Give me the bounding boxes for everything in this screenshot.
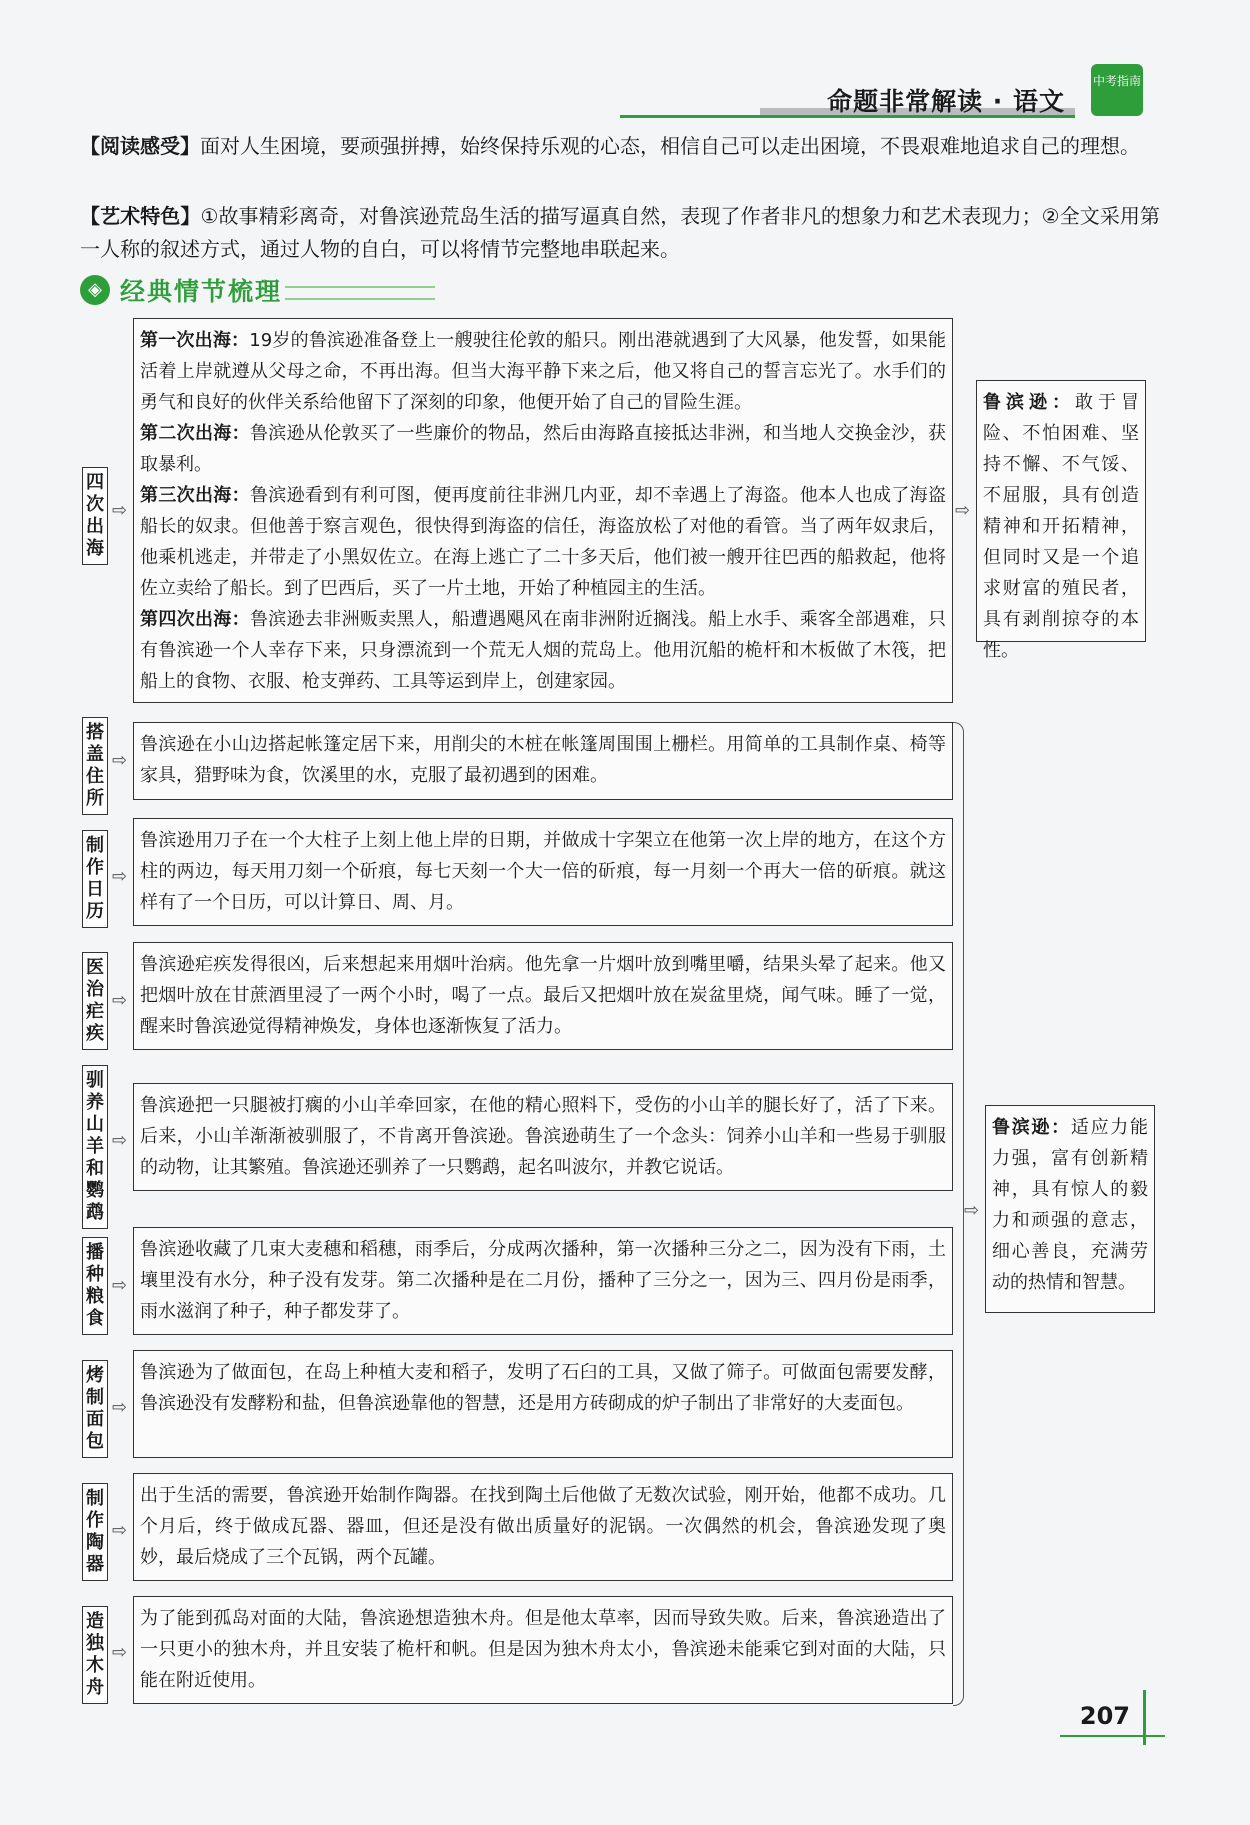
voyage-1: 第一次出海：19岁的鲁滨逊准备登上一艘驶往伦敦的船只。刚出港就遇到了大风暴，他发誓，如果能活着上岸就遵从父母之命，不再出海。但当大海平静下来之后，他又将自己的誓言忘光了。水手们的勇气和良好的伙伴关系给他留下了深刻的印象，他便开始了自己的冒险生涯。 (140, 330, 947, 413)
header-title: 命题非常解读 · 语文 (827, 87, 1065, 116)
voyage-2: 第二次出海：鲁滨逊从伦敦买了一些廉价的物品，然后由海路直接抵达非洲，和当地人交换金沙，获取暴利。 (140, 423, 946, 475)
plot-box-calendar: 鲁滨逊用刀子在一个大柱子上刻上他上岸的日期，并做成十字架立在他第一次上岸的地方，在这个方柱的两边，每天用刀刻一个斫痕，每七天刻一个大一倍的斫痕，每一月刻一个再大一倍的斫痕。就这样有了一个日历，可以计算日、周、月。 (133, 818, 953, 926)
arrow-icon: ⇨ (112, 750, 128, 771)
section-title: 经典情节梳理 (120, 277, 283, 306)
reading-feeling-tag: 【阅读感受】 (80, 134, 200, 158)
plot-label-sowing: 播种粮食 (82, 1237, 108, 1335)
voyage-4: 第四次出海：鲁滨逊去非洲贩卖黑人，船遭遇飓风在南非洲附近搁浅。船上水手、乘客全部遇难，只有鲁滨逊一个人幸存下来，只身漂流到一个荒无人烟的荒岛上。他用沉船的桅杆和木板做了木筏，把船上的食物、衣服、枪支弹药、工具等运到岸上，创建家园。 (140, 609, 946, 692)
plot-label-calendar: 制作日历 (82, 830, 108, 928)
arrow-icon: ⇨ (112, 1275, 128, 1296)
reading-feeling-paragraph (80, 130, 1160, 163)
page-number: 207 (1079, 1702, 1130, 1730)
plot-box-canoe: 为了能到孤岛对面的大陆，鲁滨逊想造独木舟。但是他太草率，因而导致失败。后来，鲁滨逊造出了一只更小的独木舟，并且安装了桅杆和帆。但是因为独木舟太小，鲁滨逊未能乘它到对面的大陆，只能在附近使用。 (133, 1596, 953, 1704)
arrow-icon: ⇨ (112, 1397, 128, 1418)
plot-label-bread: 烤制面包 (82, 1360, 108, 1458)
plot-box-shelter: 鲁滨逊在小山边搭起帐篷定居下来，用削尖的木桩在帐篷周围围上栅栏。用简单的工具制作桌、椅等家具，猎野味为食，饮溪里的水，克服了最初遇到的困难。 (133, 722, 953, 800)
arrow-icon: ⇨ (112, 866, 128, 887)
summary-box-survivor: 鲁滨逊：适应力能力强，富有创新精神，具有惊人的毅力和顽强的意志，细心善良，充满劳动的热情和智慧。 (985, 1105, 1155, 1313)
plot-box-taming: 鲁滨逊把一只腿被打瘸的小山羊牵回家，在他的精心照料下，受伤的小山羊的腿长好了，活了下来。后来，小山羊渐渐被驯服了，不肯离开鲁滨逊。鲁滨逊萌生了一个念头：饲养小山羊和一些易于驯服的动物，让其繁殖。鲁滨逊还驯养了一只鹦鹉，起名叫波尔，并教它说话。 (133, 1083, 953, 1191)
arrow-icon: ⇨ (112, 500, 128, 521)
plot-label-pottery: 制作陶器 (82, 1483, 108, 1581)
arrow-icon: ⇨ (964, 1200, 980, 1221)
running-header (620, 74, 1155, 118)
plot-box-bread: 鲁滨逊为了做面包，在岛上种植大麦和稻子，发明了石臼的工具，又做了筛子。可做面包需要发酵，鲁滨逊没有发酵粉和盐，但鲁滨逊靠他的智慧，还是用方砖砌成的炉子制出了非常好的大麦面包。 (133, 1350, 953, 1458)
plot-label-canoe: 造独木舟 (82, 1606, 108, 1704)
book-logo-icon: 中考指南 (1091, 64, 1143, 116)
brace-connector (953, 722, 964, 1706)
plot-box-malaria: 鲁滨逊疟疾发得很凶，后来想起来用烟叶治病。他先拿一片烟叶放到嘴里嚼，结果头晕了起来。他又把烟叶放在甘蔗酒里浸了一两个小时，喝了一点。最后又把烟叶放在炭盆里烧，闻气味。睡了一觉，醒来时鲁滨逊觉得精神焕发，身体也逐渐恢复了活力。 (133, 942, 953, 1050)
plot-label-malaria: 医治疟疾 (82, 952, 108, 1050)
arrow-icon: ⇨ (112, 1642, 128, 1663)
voyage-3: 第三次出海：鲁滨逊看到有利可图，便再度前往非洲几内亚，却不幸遇上了海盗。他本人也成了海盗船长的奴隶。但他善于察言观色，很快得到海盗的信任，海盗放松了对他的看管。当了两年奴隶后，他乘机逃走，并带走了小黑奴佐立。在海上逃亡了二十多天后，他们被一艘开往巴西的船救起，他将佐立卖给了船长。到了巴西后，买了一片土地，开始了种植园主的生活。 (140, 485, 946, 599)
page-number-rule (1060, 1735, 1165, 1737)
cube-icon: ◈ (80, 275, 110, 305)
summary-box-adventurer: 鲁滨逊：敢于冒险、不怕困难、坚持不懈、不气馁、不屈服，具有创造精神和开拓精神，但同时又是一个追求财富的殖民者，具有剥削掠夺的本性。 (976, 380, 1146, 642)
heading-decoration (285, 286, 435, 300)
plot-box-pottery: 出于生活的需要，鲁滨逊开始制作陶器。在找到陶土后他做了无数次试验，刚开始，他都不成功。几个月后，终于做成瓦器、器皿，但还是没有做出质量好的泥锅。一次偶然的机会，鲁滨逊发现了奥妙，最后烧成了三个瓦锅，两个瓦罐。 (133, 1473, 953, 1581)
plot-label-taming: 驯养山羊和鹦鹉 (82, 1065, 108, 1229)
reading-feeling-text: 面对人生困境，要顽强拼搏，始终保持乐观的心态，相信自己可以走出困境，不畏艰难地追求自己的理想。 (200, 134, 1140, 158)
plot-box-sowing: 鲁滨逊收藏了几束大麦穗和稻穗，雨季后，分成两次播种，第一次播种三分之二，因为没有下雨，土壤里没有水分，种子没有发芽。第二次播种是在二月份，播种了三分之一，因为三、四月份是雨季，雨水滋润了种子，种子都发芽了。 (133, 1227, 953, 1335)
arrow-icon: ⇨ (955, 500, 971, 521)
arrow-icon: ⇨ (112, 1130, 128, 1151)
plot-label-shelter: 搭盖住所 (82, 717, 108, 815)
art-feature-text: ①故事精彩离奇，对鲁滨逊荒岛生活的描写逼真自然，表现了作者非凡的想象力和艺术表现力；②全文采用第一人称的叙述方式，通过人物的自白，可以将情节完整地串联起来。 (80, 204, 1160, 261)
section-heading (80, 272, 390, 308)
plot-label-voyages: 四次出海 (82, 467, 108, 565)
plot-box-voyages (133, 318, 953, 703)
arrow-icon: ⇨ (112, 990, 128, 1011)
arrow-icon: ⇨ (112, 1520, 128, 1541)
art-feature-tag: 【艺术特色】 (80, 204, 201, 228)
art-feature-paragraph (80, 200, 1160, 266)
